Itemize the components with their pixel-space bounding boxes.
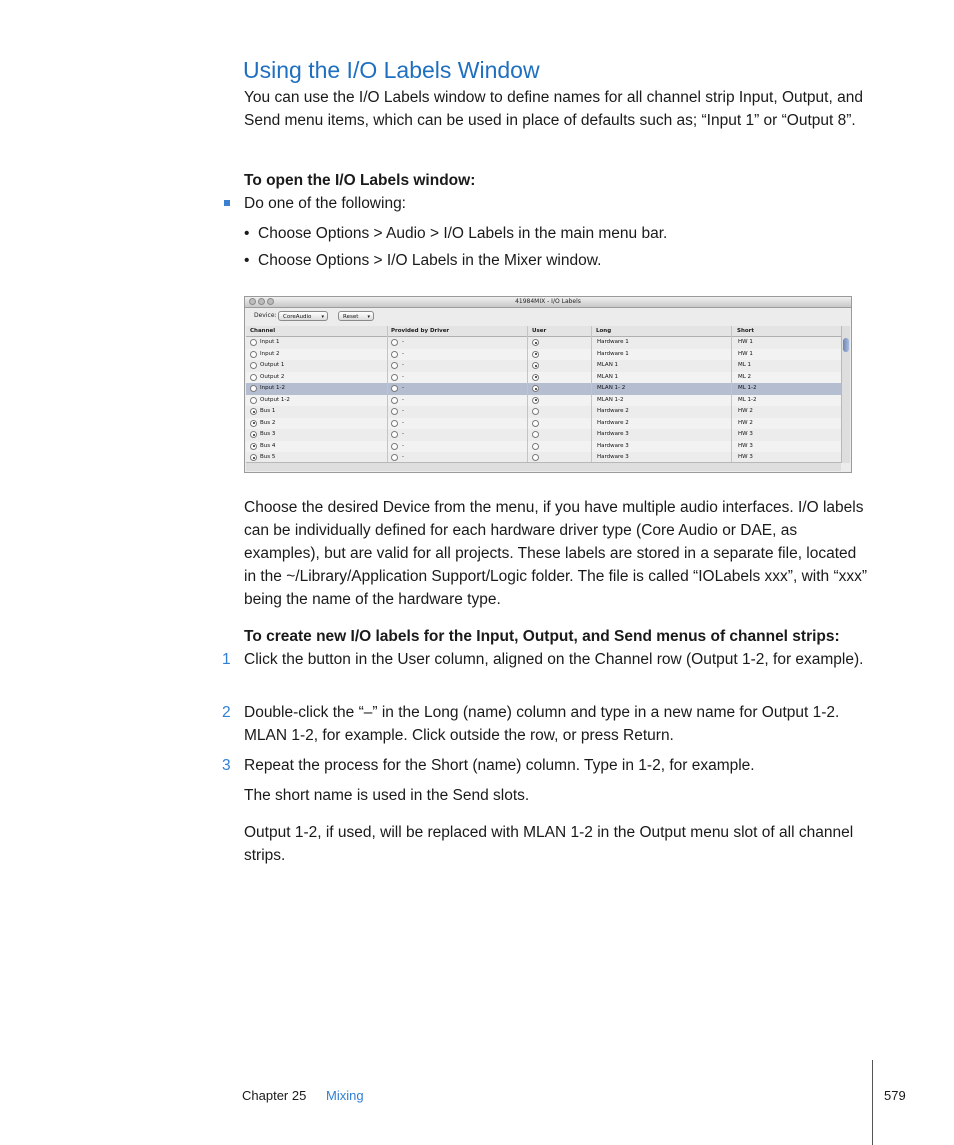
driver-cell: - [402, 419, 404, 426]
bullet-item: • Choose Options > Audio > I/O Labels in the main menu bar. [244, 225, 668, 242]
window-titlebar [245, 297, 851, 308]
window-toolbar [245, 308, 851, 324]
footer-section[interactable]: Mixing [326, 1088, 364, 1103]
bullet-item: • Choose Options > I/O Labels in the Mixer window. [244, 252, 602, 269]
table-row[interactable] [246, 360, 841, 372]
short-cell[interactable]: HW 2 [738, 408, 753, 414]
horizontal-scrollbar[interactable] [246, 462, 841, 471]
reset-popup[interactable]: Reset ▾ [338, 311, 374, 321]
long-cell[interactable]: Hardware 3 [597, 454, 629, 460]
channel-radio-icon[interactable] [250, 420, 257, 427]
driver-radio-icon[interactable] [391, 351, 398, 358]
user-radio-icon[interactable] [532, 420, 539, 427]
table-row[interactable] [246, 395, 841, 407]
step-number: 3 [222, 757, 231, 774]
popup-arrow-icon: ▾ [321, 314, 324, 320]
channel-cell: Bus 2 [260, 419, 276, 426]
table-row[interactable] [246, 418, 841, 430]
step-text: Repeat the process for the Short (name) column. Type in 1-2, for example. [244, 757, 755, 774]
channel-cell: Output 1 [260, 362, 285, 368]
square-bullet-icon [224, 200, 230, 206]
vertical-scrollbar[interactable] [841, 326, 850, 463]
long-cell[interactable]: Hardware 1 [597, 350, 629, 357]
driver-cell: - [402, 431, 404, 437]
col-user[interactable]: User [532, 328, 547, 334]
intro-paragraph: You can use the I/O Labels window to define names for all channel strip Input, Output, and Send menu items, which can be used in place of defaults such as; “Input 1” or “Output 8”. [244, 89, 863, 129]
channel-radio-icon[interactable] [250, 454, 257, 461]
device-label: Device: [254, 312, 277, 319]
short-cell[interactable]: ML 1-2 [738, 385, 757, 391]
driver-cell: - [402, 350, 404, 357]
channel-cell: Input 1 [260, 339, 280, 345]
popup-arrow-icon: ▾ [367, 314, 370, 320]
col-driver[interactable]: Provided by Driver [391, 328, 450, 334]
short-cell[interactable]: HW 1 [738, 339, 753, 345]
short-cell[interactable]: HW 3 [738, 442, 753, 449]
long-cell[interactable]: MLAN 1- 2 [597, 385, 626, 391]
step-number: 1 [222, 651, 231, 668]
channel-radio-icon[interactable] [250, 385, 257, 392]
long-cell[interactable]: Hardware 2 [597, 408, 629, 414]
col-channel[interactable]: Channel [250, 328, 276, 334]
short-cell[interactable]: ML 1-2 [738, 396, 757, 403]
driver-cell: - [402, 408, 404, 414]
driver-radio-icon[interactable] [391, 339, 398, 346]
table-row[interactable] [246, 372, 841, 384]
long-cell[interactable]: MLAN 1 [597, 362, 619, 368]
user-radio-icon[interactable] [532, 385, 539, 392]
footer-chapter: Chapter 25 [242, 1088, 307, 1103]
channel-cell: Bus 5 [260, 454, 276, 460]
table-row[interactable] [246, 441, 841, 453]
output-note: Output 1-2, if used, will be replaced with MLAN 1-2 in the Output menu slot of all channel strips. [244, 824, 854, 864]
page-title: Using the I/O Labels Window [243, 57, 540, 83]
channel-radio-icon[interactable] [250, 431, 257, 438]
channel-radio-icon[interactable] [250, 443, 257, 450]
step-text: Double-click the “–” in the Long (name) column and type in a new name for Output 1-2. MLAN 1-2, for example. Click outside the row, or press Return. [244, 704, 840, 744]
long-cell[interactable]: MLAN 1 [597, 373, 619, 380]
user-radio-icon[interactable] [532, 443, 539, 450]
driver-radio-icon[interactable] [391, 385, 398, 392]
driver-radio-icon[interactable] [391, 397, 398, 404]
table-row[interactable] [246, 337, 841, 349]
table-row[interactable] [246, 429, 841, 441]
short-cell[interactable]: ML 1 [738, 362, 752, 368]
channel-cell: Input 2 [260, 350, 280, 357]
scroll-thumb[interactable] [843, 338, 849, 352]
driver-radio-icon[interactable] [391, 431, 398, 438]
col-short[interactable]: Short [737, 328, 754, 334]
step-text: Click the button in the User column, aligned on the Channel row (Output 1-2, for example). [244, 651, 864, 668]
table-row[interactable] [246, 406, 841, 418]
long-cell[interactable]: Hardware 2 [597, 419, 629, 426]
table-header [246, 326, 841, 337]
driver-radio-icon[interactable] [391, 454, 398, 461]
channel-radio-icon[interactable] [250, 362, 257, 369]
short-cell[interactable]: HW 3 [738, 431, 753, 437]
user-radio-icon[interactable] [532, 397, 539, 404]
long-cell[interactable]: Hardware 3 [597, 442, 629, 449]
driver-cell: - [402, 442, 404, 449]
driver-radio-icon[interactable] [391, 408, 398, 415]
driver-radio-icon[interactable] [391, 443, 398, 450]
channel-cell: Bus 4 [260, 442, 276, 449]
user-radio-icon[interactable] [532, 454, 539, 461]
short-note: The short name is used in the Send slots. [244, 787, 530, 804]
channel-radio-icon[interactable] [250, 351, 257, 358]
user-radio-icon[interactable] [532, 339, 539, 346]
driver-radio-icon[interactable] [391, 362, 398, 369]
long-cell[interactable]: MLAN 1-2 [597, 396, 624, 403]
driver-cell: - [402, 362, 404, 368]
short-cell[interactable]: HW 2 [738, 419, 753, 426]
create-heading: To create new I/O labels for the Input, Output, and Send menus of channel strips: [244, 628, 840, 645]
short-cell[interactable]: HW 1 [738, 350, 753, 357]
user-radio-icon[interactable] [532, 431, 539, 438]
driver-cell: - [402, 339, 404, 345]
channel-cell: Input 1-2 [260, 385, 285, 391]
step-number: 2 [222, 704, 231, 721]
short-cell[interactable]: HW 3 [738, 454, 753, 460]
short-cell[interactable]: ML 2 [738, 373, 752, 380]
table-row[interactable] [246, 383, 841, 395]
channel-cell: Bus 3 [260, 431, 276, 437]
page-number: 579 [884, 1088, 906, 1103]
driver-cell: - [402, 385, 404, 391]
open-heading: To open the I/O Labels window: [244, 172, 476, 189]
channel-radio-icon[interactable] [250, 408, 257, 415]
user-radio-icon[interactable] [532, 362, 539, 369]
channel-cell: Output 1-2 [260, 396, 290, 403]
col-long[interactable]: Long [596, 328, 612, 334]
footer-divider [872, 1060, 873, 1145]
user-radio-icon[interactable] [532, 408, 539, 415]
channel-cell: Output 2 [260, 373, 285, 380]
channel-radio-icon[interactable] [250, 397, 257, 404]
channel-radio-icon[interactable] [250, 339, 257, 346]
channel-cell: Bus 1 [260, 408, 276, 414]
channel-radio-icon[interactable] [250, 374, 257, 381]
driver-cell: - [402, 454, 404, 460]
driver-radio-icon[interactable] [391, 420, 398, 427]
io-labels-window [244, 296, 852, 473]
table-row[interactable] [246, 349, 841, 361]
do-one-text: Do one of the following: [244, 195, 406, 212]
device-paragraph: Choose the desired Device from the menu, if you have multiple audio interfaces. I/O labels can be individually defined for each hardware driver type (Core Audio or DAE, as examples), but are valid for all projects. These labels are stored in a separate file, located in the ~/Library/Application Support/Logic folder. The file is called “IOLabels xxx”, with “xxx” being the name of the hardware type. [244, 499, 868, 608]
long-cell[interactable]: Hardware 1 [597, 339, 629, 345]
long-cell[interactable]: Hardware 3 [597, 431, 629, 437]
device-popup[interactable]: CoreAudio ▾ [278, 311, 328, 321]
driver-cell: - [402, 373, 404, 380]
window-title: 41984MIX - I/O Labels [515, 298, 581, 305]
user-radio-icon[interactable] [532, 351, 539, 358]
driver-radio-icon[interactable] [391, 374, 398, 381]
driver-cell: - [402, 396, 404, 403]
user-radio-icon[interactable] [532, 374, 539, 381]
